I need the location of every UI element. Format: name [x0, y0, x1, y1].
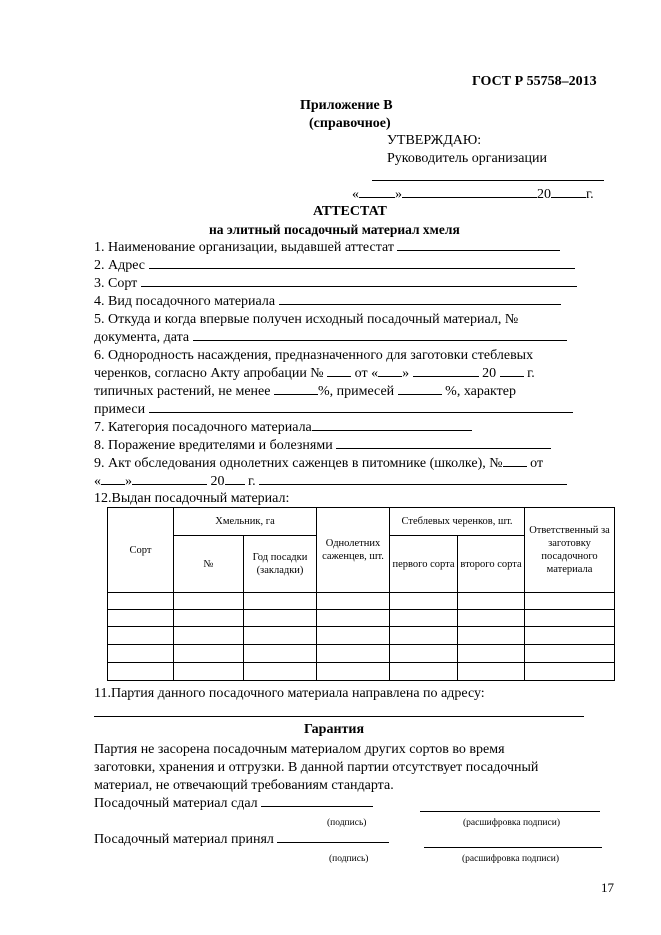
handed-signature-caption: (подпись)	[327, 818, 367, 828]
handed-decoding-line	[420, 811, 600, 812]
item-9-line2: « » 20 г.	[94, 474, 567, 490]
item-11: 11.Партия данного посадочного материала направлена по адресу:	[94, 686, 485, 701]
address-line	[94, 716, 584, 717]
item-6-line3: типичных растений, не менее %, примесей %, характер	[94, 384, 517, 399]
page-number: 17	[601, 880, 614, 895]
item-7: 7. Категория посадочного материала	[94, 420, 472, 436]
issued-material-table	[107, 507, 615, 681]
item-5: 5. Откуда и когда впервые получен исходный посадочный материал, №	[94, 312, 519, 327]
guarantee-line-1: Партия не засорена посадочным материалом других сортов во время	[94, 742, 505, 757]
col-second-grade: второго сорта	[458, 536, 525, 593]
guarantee-title: Гарантия	[304, 722, 365, 737]
col-number: №	[174, 536, 244, 593]
approve-label: УТВЕРЖДАЮ:	[387, 133, 482, 148]
item-6-line4: примеси	[94, 402, 573, 418]
col-cuttings: Стеблевых черенков, шт.	[390, 508, 525, 536]
table-row	[108, 627, 615, 645]
appendix-note: (справочное)	[309, 116, 391, 131]
col-sort: Сорт	[108, 508, 174, 593]
table-row	[108, 593, 615, 610]
doc-title: АТТЕСТАТ	[313, 204, 387, 219]
item-12: 12.Выдан посадочный материал:	[94, 491, 290, 506]
item-4: 4. Вид посадочного материала	[94, 294, 561, 310]
appendix-title: Приложение В	[300, 98, 393, 113]
received-signature-caption: (подпись)	[329, 854, 369, 864]
item-6-line2: черенков, согласно Акту апробации № от « » 20 г.	[94, 366, 535, 381]
handed-over: Посадочный материал сдал	[94, 796, 373, 812]
received: Посадочный материал принял	[94, 832, 389, 848]
item-2: 2. Адрес	[94, 258, 575, 274]
item-3: 3. Сорт	[94, 276, 577, 292]
standard-number: ГОСТ Р 55758–2013	[472, 74, 597, 89]
col-responsible: Ответственный за заготовку посадочного материала	[525, 508, 615, 593]
item-9: 9. Акт обследования однолетних саженцев в питомнике (школке), № от	[94, 456, 544, 471]
col-first-grade: первого сорта	[390, 536, 458, 593]
table-row	[108, 645, 615, 663]
received-decoding-caption: (расшифровка подписи)	[462, 854, 559, 864]
table-row	[108, 663, 615, 681]
guarantee-line-3: материал, не отвечающий требованиям стандарта.	[94, 778, 394, 793]
item-5-cont: документа, дата	[94, 330, 567, 346]
item-6: 6. Однородность насаждения, предназначенного для заготовки стеблевых	[94, 348, 534, 363]
approve-signature-line	[372, 180, 604, 181]
table-row	[108, 610, 615, 627]
approve-role: Руководитель организации	[387, 151, 547, 166]
col-saplings: Однолетних саженцев, шт.	[317, 508, 390, 593]
item-8: 8. Поражение вредителями и болезнями	[94, 438, 551, 454]
received-decoding-line	[424, 847, 602, 848]
handed-decoding-caption: (расшифровка подписи)	[463, 818, 560, 828]
item-1: 1. Наименование организации, выдавшей аттестат	[94, 240, 560, 256]
col-planting-year: Год посадки (закладки)	[244, 536, 317, 593]
approve-date: « » 20 г.	[352, 187, 594, 202]
col-hmel: Хмельник, га	[174, 508, 317, 536]
doc-subtitle: на элитный посадочный материал хмеля	[209, 222, 460, 237]
guarantee-line-2: заготовки, хранения и отгрузки. В данной партии отсутствует посадочный	[94, 760, 539, 775]
